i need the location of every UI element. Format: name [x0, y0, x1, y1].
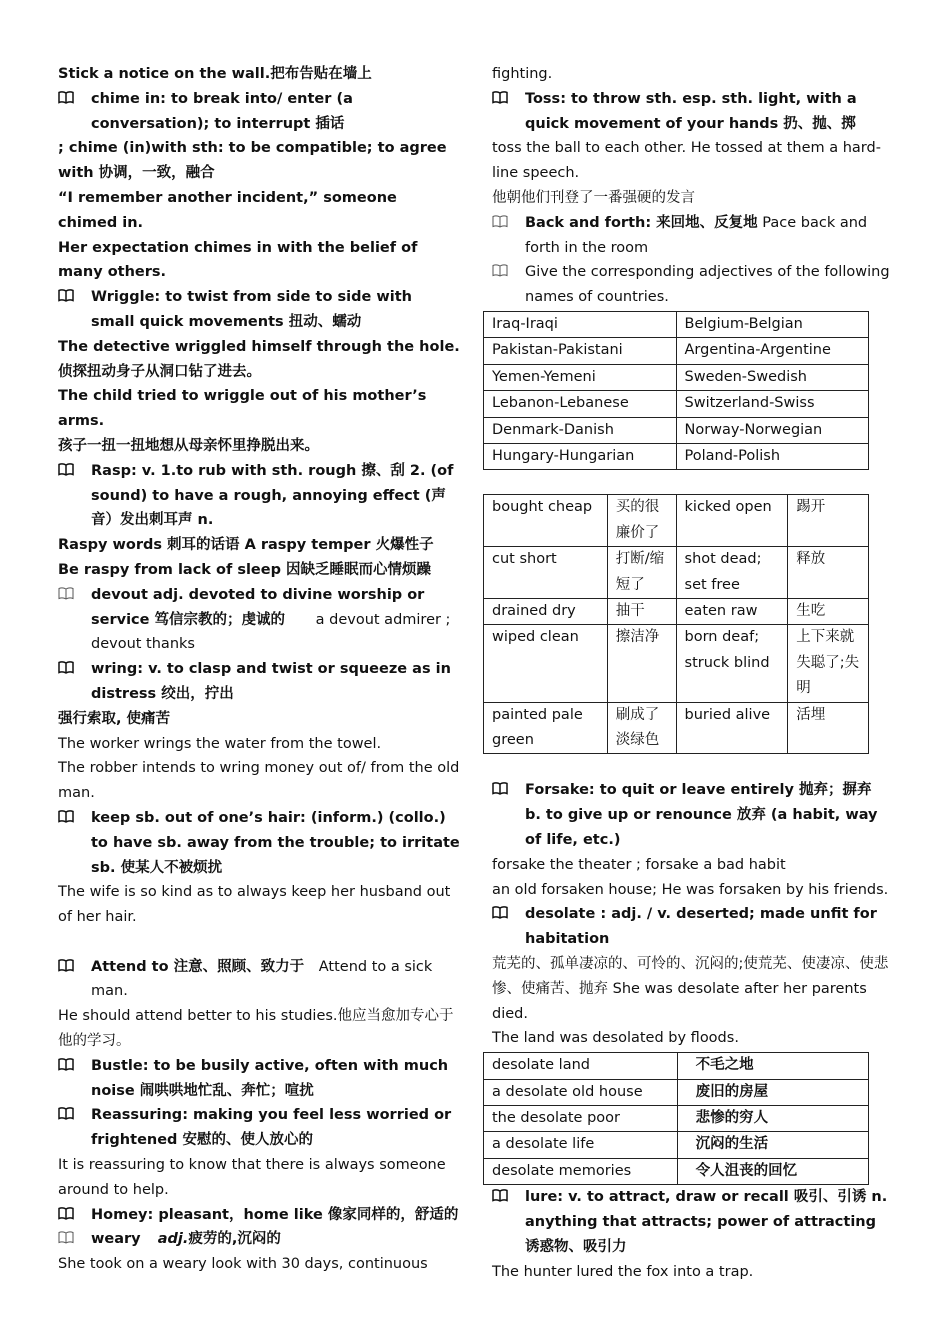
text-line: He should attend better to his studies.他应当愈加专心于他的学习。	[58, 1008, 454, 1050]
table-cell: Argentina-Argentine	[676, 338, 869, 364]
table-cell: cut short	[484, 547, 608, 599]
table-cell: Belgium-Belgian	[676, 311, 869, 337]
text-line: It is reassuring to know that there is always someone around to help.	[58, 1157, 446, 1198]
text-line: The robber intends to wring money out of/ from the old man.	[58, 760, 460, 802]
entry-text: keep sb. out of one’s hair: (inform.) (collo.) to have sb. away from the trouble; to irritate sb. 使某人不被烦扰	[91, 809, 460, 876]
table-cell: Hungary-Hungarian	[484, 444, 677, 470]
book-icon	[492, 1189, 508, 1202]
text-line: ; chime (in)with sth: to be compatible; to agree with 协调，一致，融合	[58, 140, 447, 182]
book-icon	[58, 91, 74, 104]
spacer	[58, 930, 460, 955]
entry-text: 疲劳的,沉闷的	[188, 1231, 281, 1248]
table-cell: 令人沮丧的回忆	[677, 1158, 868, 1184]
entry-text: Bustle: to be busily active, often with much noise 闹哄哄地忙乱、奔忙；喧扰	[91, 1057, 449, 1099]
book-icon	[492, 215, 508, 228]
entry-text: Wriggle: to twist from side to side with small quick movements 扭动、蠕动	[91, 289, 412, 330]
entry-text: Rasp: v. 1.to rub with sth. rough 擦、刮 2. (of sound) to have a rough, annoying effect (声音）发出刺耳声 n.	[91, 462, 454, 529]
entry-text: adj.	[157, 1231, 189, 1248]
entry-text: Homey: pleasant，home like 像家同样的，舒适的	[91, 1206, 459, 1223]
table-cell: drained dry	[484, 599, 608, 625]
entry-bustle	[58, 1054, 460, 1104]
text-line: She took on a weary look with 30 days, continuous	[58, 1256, 428, 1273]
desolate-table	[483, 1052, 869, 1185]
entry-homey	[58, 1203, 460, 1228]
entry-text: Attend to 注意、照顾、致力于	[91, 958, 305, 975]
entry-reassuring	[58, 1103, 460, 1153]
book-icon	[58, 661, 74, 674]
table-cell: 生吃	[788, 599, 869, 625]
table-cell: 沉闷的生活	[677, 1132, 868, 1158]
table-cell: Denmark-Danish	[484, 417, 677, 443]
table-cell: desolate memories	[484, 1158, 678, 1184]
entry-hair	[58, 806, 460, 880]
entry-text: Give the corresponding adjectives of the following names of countries.	[525, 264, 890, 306]
table-cell: desolate land	[484, 1053, 678, 1079]
table-cell: Norway-Norwegian	[676, 417, 869, 443]
table-row	[484, 1158, 869, 1184]
table-cell: 释放	[788, 547, 869, 599]
text-line: The land was desolated by floods.	[492, 1030, 739, 1047]
entry-give	[492, 260, 892, 310]
table-cell: Sweden-Swedish	[676, 364, 869, 390]
table-cell: Iraq-Iraqi	[484, 311, 677, 337]
text-line: The worker wrings the water from the towel.	[58, 735, 382, 752]
table-cell: the desolate poor	[484, 1106, 678, 1132]
table-cell: 踢开	[788, 495, 869, 547]
table-cell: 上下来就失聪了;失明	[788, 625, 869, 702]
entry-desolate	[492, 902, 892, 952]
entry-weary	[58, 1227, 460, 1252]
table-cell: 活埋	[788, 702, 869, 754]
book-icon	[492, 264, 508, 277]
entry-text: Toss: to throw sth. esp. sth. light, with a quick movement of your hands 扔、抛、掷	[525, 90, 857, 132]
table-cell: born deaf; struck blind	[676, 625, 788, 702]
table-row	[484, 1053, 869, 1079]
entry-forsake	[492, 778, 892, 852]
table-cell: Pakistan-Pakistani	[484, 338, 677, 364]
table-cell: wiped clean	[484, 625, 608, 702]
table-cell: 打断/缩短了	[607, 547, 676, 599]
entry-attend	[58, 955, 460, 1005]
text-line: 强行索取, 使痛苦	[58, 710, 171, 727]
right-column	[492, 62, 892, 1284]
table-row	[484, 338, 869, 364]
table-row	[484, 495, 869, 547]
entry-text: chime in: to break into/ enter (a conversation); to interrupt 插话	[91, 90, 353, 132]
entry-text: desolate : adj. / v. deserted; made unfit for habitation	[525, 906, 877, 948]
table-cell: 擦洁净	[607, 625, 676, 702]
table-cell: 买的很廉价了	[607, 495, 676, 547]
book-icon	[58, 1207, 74, 1220]
table-cell: Yemen-Yemeni	[484, 364, 677, 390]
table-row	[484, 1106, 869, 1132]
book-icon	[492, 91, 508, 104]
table-cell: kicked open	[676, 495, 788, 547]
book-icon	[58, 1058, 74, 1071]
table-row	[484, 444, 869, 470]
entry-text: Back and forth: 来回地、反复地	[525, 214, 758, 231]
text-line: Her expectation chimes in with the belief of many others.	[58, 239, 418, 281]
text-line: fighting.	[492, 66, 553, 82]
table-row	[484, 364, 869, 390]
entry-back-forth	[492, 211, 892, 261]
countries-table	[483, 311, 869, 470]
entry-toss	[492, 87, 892, 137]
table-cell: shot dead; set free	[676, 547, 788, 599]
book-icon	[58, 463, 74, 476]
text-line: 他朝他们刊登了一番强硬的发言	[492, 189, 695, 206]
table-cell: buried alive	[676, 702, 788, 754]
table-cell: bought cheap	[484, 495, 608, 547]
table-row	[484, 1079, 869, 1105]
table-cell: 抽干	[607, 599, 676, 625]
table-row	[484, 417, 869, 443]
table-cell: eaten raw	[676, 599, 788, 625]
table-cell: a desolate life	[484, 1132, 678, 1158]
entry-text: wring: v. to clasp and twist or squeeze as in distress 绞出，拧出	[91, 661, 451, 702]
table-cell: Poland-Polish	[676, 444, 869, 470]
table-cell: 不毛之地	[677, 1053, 868, 1079]
book-icon	[58, 959, 74, 972]
table-cell: Lebanon-Lebanese	[484, 391, 677, 417]
text-line: “I remember another incident,” someone chimed in.	[58, 189, 397, 231]
table-cell: 悲惨的穷人	[677, 1106, 868, 1132]
book-icon	[492, 906, 508, 919]
phrases-table	[483, 494, 869, 754]
table-row	[484, 311, 869, 337]
entry-chime	[58, 87, 460, 137]
table-row	[484, 702, 869, 754]
text-line: Be raspy from lack of sleep 因缺乏睡眠而心情烦躁	[58, 561, 432, 578]
table-cell: painted pale green	[484, 702, 608, 754]
table-row	[484, 599, 869, 625]
left-column	[58, 62, 460, 1277]
book-icon	[58, 289, 74, 302]
text-line: an old forsaken house; He was forsaken by his friends.	[492, 881, 889, 898]
entry-text: Attend to a sick man.	[91, 958, 433, 1000]
entry-wriggle	[58, 285, 460, 335]
entry-text: devout adj. devoted to divine worship or service 笃信宗教的；虔诚的	[91, 586, 425, 628]
text-line: Stick a notice on the wall.把布告贴在墙上	[58, 66, 372, 82]
entry-text: Reassuring: making you feel less worried or frightened 安慰的、使人放心的	[91, 1107, 452, 1149]
entry-text: a devout admirer ; devout thanks	[91, 611, 451, 653]
entry-text: Forsake: to quit or leave entirely 抛弃；摒弃 b. to give up or renounce 放弃 (a habit, way of life, etc.)	[525, 782, 878, 849]
table-cell: 刷成了淡绿色	[607, 702, 676, 754]
book-icon	[58, 1231, 74, 1244]
table-cell: a desolate old house	[484, 1079, 678, 1105]
text-line: toss the ball to each other. He tossed at them a hard-line speech.	[492, 140, 881, 182]
text-line: The detective wriggled himself through the hole. 侦探扭动身子从洞口钻了进去。	[58, 338, 460, 380]
text-line: The hunter lured the fox into a trap.	[492, 1263, 754, 1280]
table-cell: Switzerland-Swiss	[676, 391, 869, 417]
table-row	[484, 625, 869, 702]
book-icon	[58, 1107, 74, 1120]
entry-rasp	[58, 459, 460, 533]
entry-lure	[492, 1185, 892, 1259]
table-row	[484, 1132, 869, 1158]
entry-text: Pace back and forth in the room	[525, 214, 868, 256]
text-line: 孩子一扭一扭地想从母亲怀里挣脱出来。	[58, 437, 319, 454]
book-icon	[58, 587, 74, 600]
table-row	[484, 547, 869, 599]
entry-text: lure: v. to attract, draw or recall 吸引、引诱 n. anything that attracts; power of attracting 诱惑物、吸引力	[525, 1189, 888, 1255]
text-line: Raspy words 刺耳的话语 A raspy temper 火爆性子	[58, 537, 434, 554]
entry-wring	[58, 657, 460, 707]
book-icon	[492, 782, 508, 795]
text-line: The child tried to wriggle out of his mother’s arms.	[58, 388, 427, 430]
text-line: forsake the theater ; forsake a bad habit	[492, 856, 786, 873]
text-line: The wife is so kind as to always keep her husband out of her hair.	[58, 884, 451, 926]
text-line: 荒芜的、孤单凄凉的、可怜的、沉闷的;使荒芜、使凄凉、使悲惨、使痛苦、抛弃 She was desolate after her parents died.	[492, 956, 889, 1022]
entry-devout	[58, 583, 460, 657]
table-row	[484, 391, 869, 417]
table-cell: 废旧的房屋	[677, 1079, 868, 1105]
entry-text: weary	[91, 1231, 141, 1248]
book-icon	[58, 810, 74, 823]
